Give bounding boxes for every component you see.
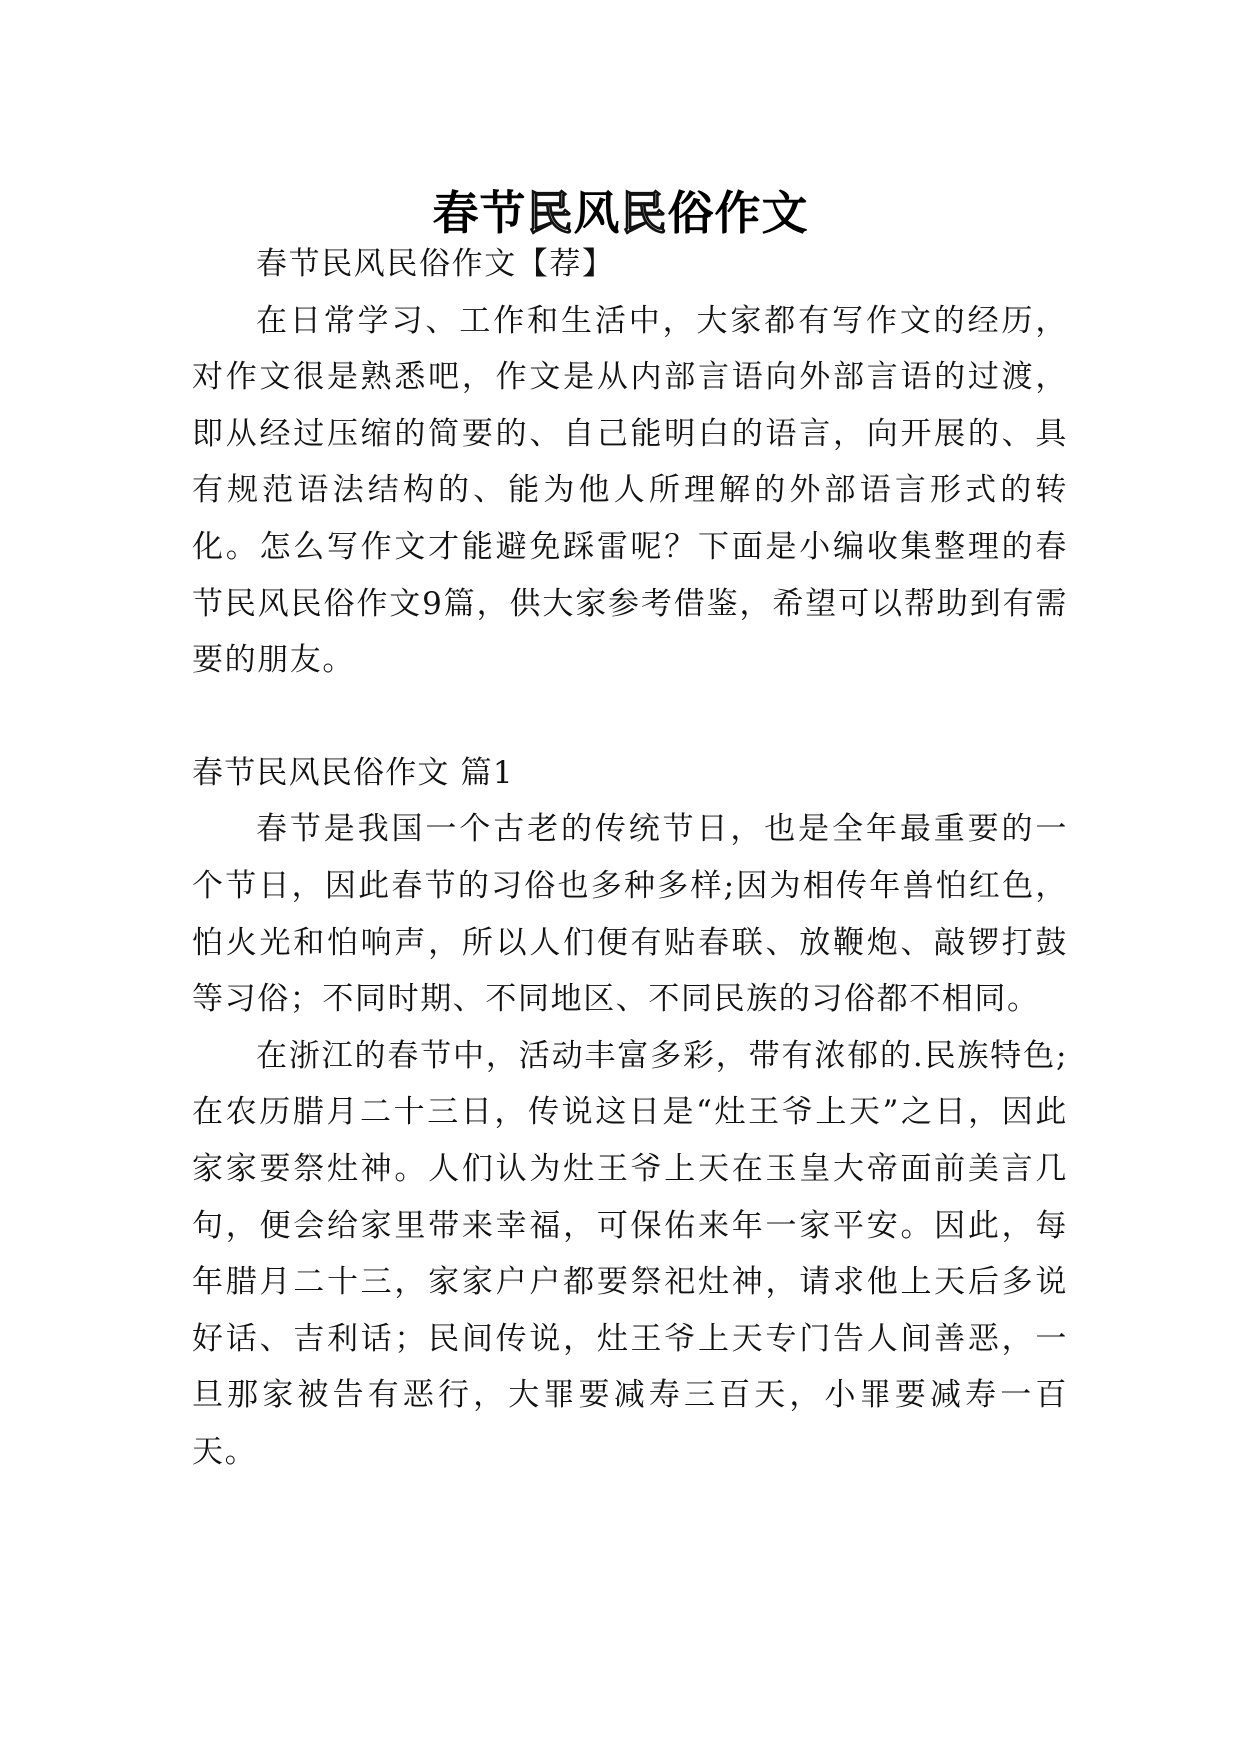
title-part-1: 春节 xyxy=(432,185,527,240)
intro-heading: 春节民风民俗作文【荐】 xyxy=(256,246,615,282)
document-body xyxy=(192,236,1068,1480)
section-1-paragraph-2: 在浙江的春节中，活动丰富多彩，带有浓郁的.民族特色;在农历腊月二十三日，传说这日是“灶王爷上天”之日，因此家家要祭灶神。人们认为灶王爷上天在玉皇大帝面前美言几句，便会给家里带来幸福，可保佑来年一家平安。因此，每年腊月二十三，家家户户都要祭祀灶神，请求他上天后多说好话、吉利话；民间传说，灶王爷上天专门告人间善恶，一旦那家被告有恶行，大罪要减寿三百天，小罪要减寿一百天。 xyxy=(192,1037,1068,1470)
title-part-5: 俗作文 xyxy=(667,185,809,240)
section-gap xyxy=(192,689,1068,745)
section-1-heading: 春节民风民俗作文 篇1 xyxy=(192,754,514,791)
title-part-2-outlined: 民 xyxy=(526,185,574,240)
intro-paragraph: 在日常学习、工作和生活中，大家都有写作文的经历，对作文很是熟悉吧，作文是从内部言语向外部言语的过渡，即从经过压缩的简要的、自己能明白的语言，向开展的、具有规范语法结构的、能为他人所理解的外部语言形式的转化。怎么写作文才能避免踩雷呢？下面是小编收集整理的春节民风民俗作文9篇，供大家参考借鉴，希望可以帮助到有需要的朋友。 xyxy=(192,302,1068,679)
section-1-paragraph-1: 春节是我国一个古老的传统节日，也是全年最重要的一个节日，因此春节的习俗也多种多样;因为相传年兽怕红色，怕火光和怕响声，所以人们便有贴春联、放鞭炮、敲锣打鼓等习俗；不同时期、不同地区、不同民族的习俗都不相同。 xyxy=(192,811,1068,1018)
title-part-4-outlined: 民 xyxy=(620,185,668,240)
title-part-3: 风 xyxy=(573,185,621,240)
